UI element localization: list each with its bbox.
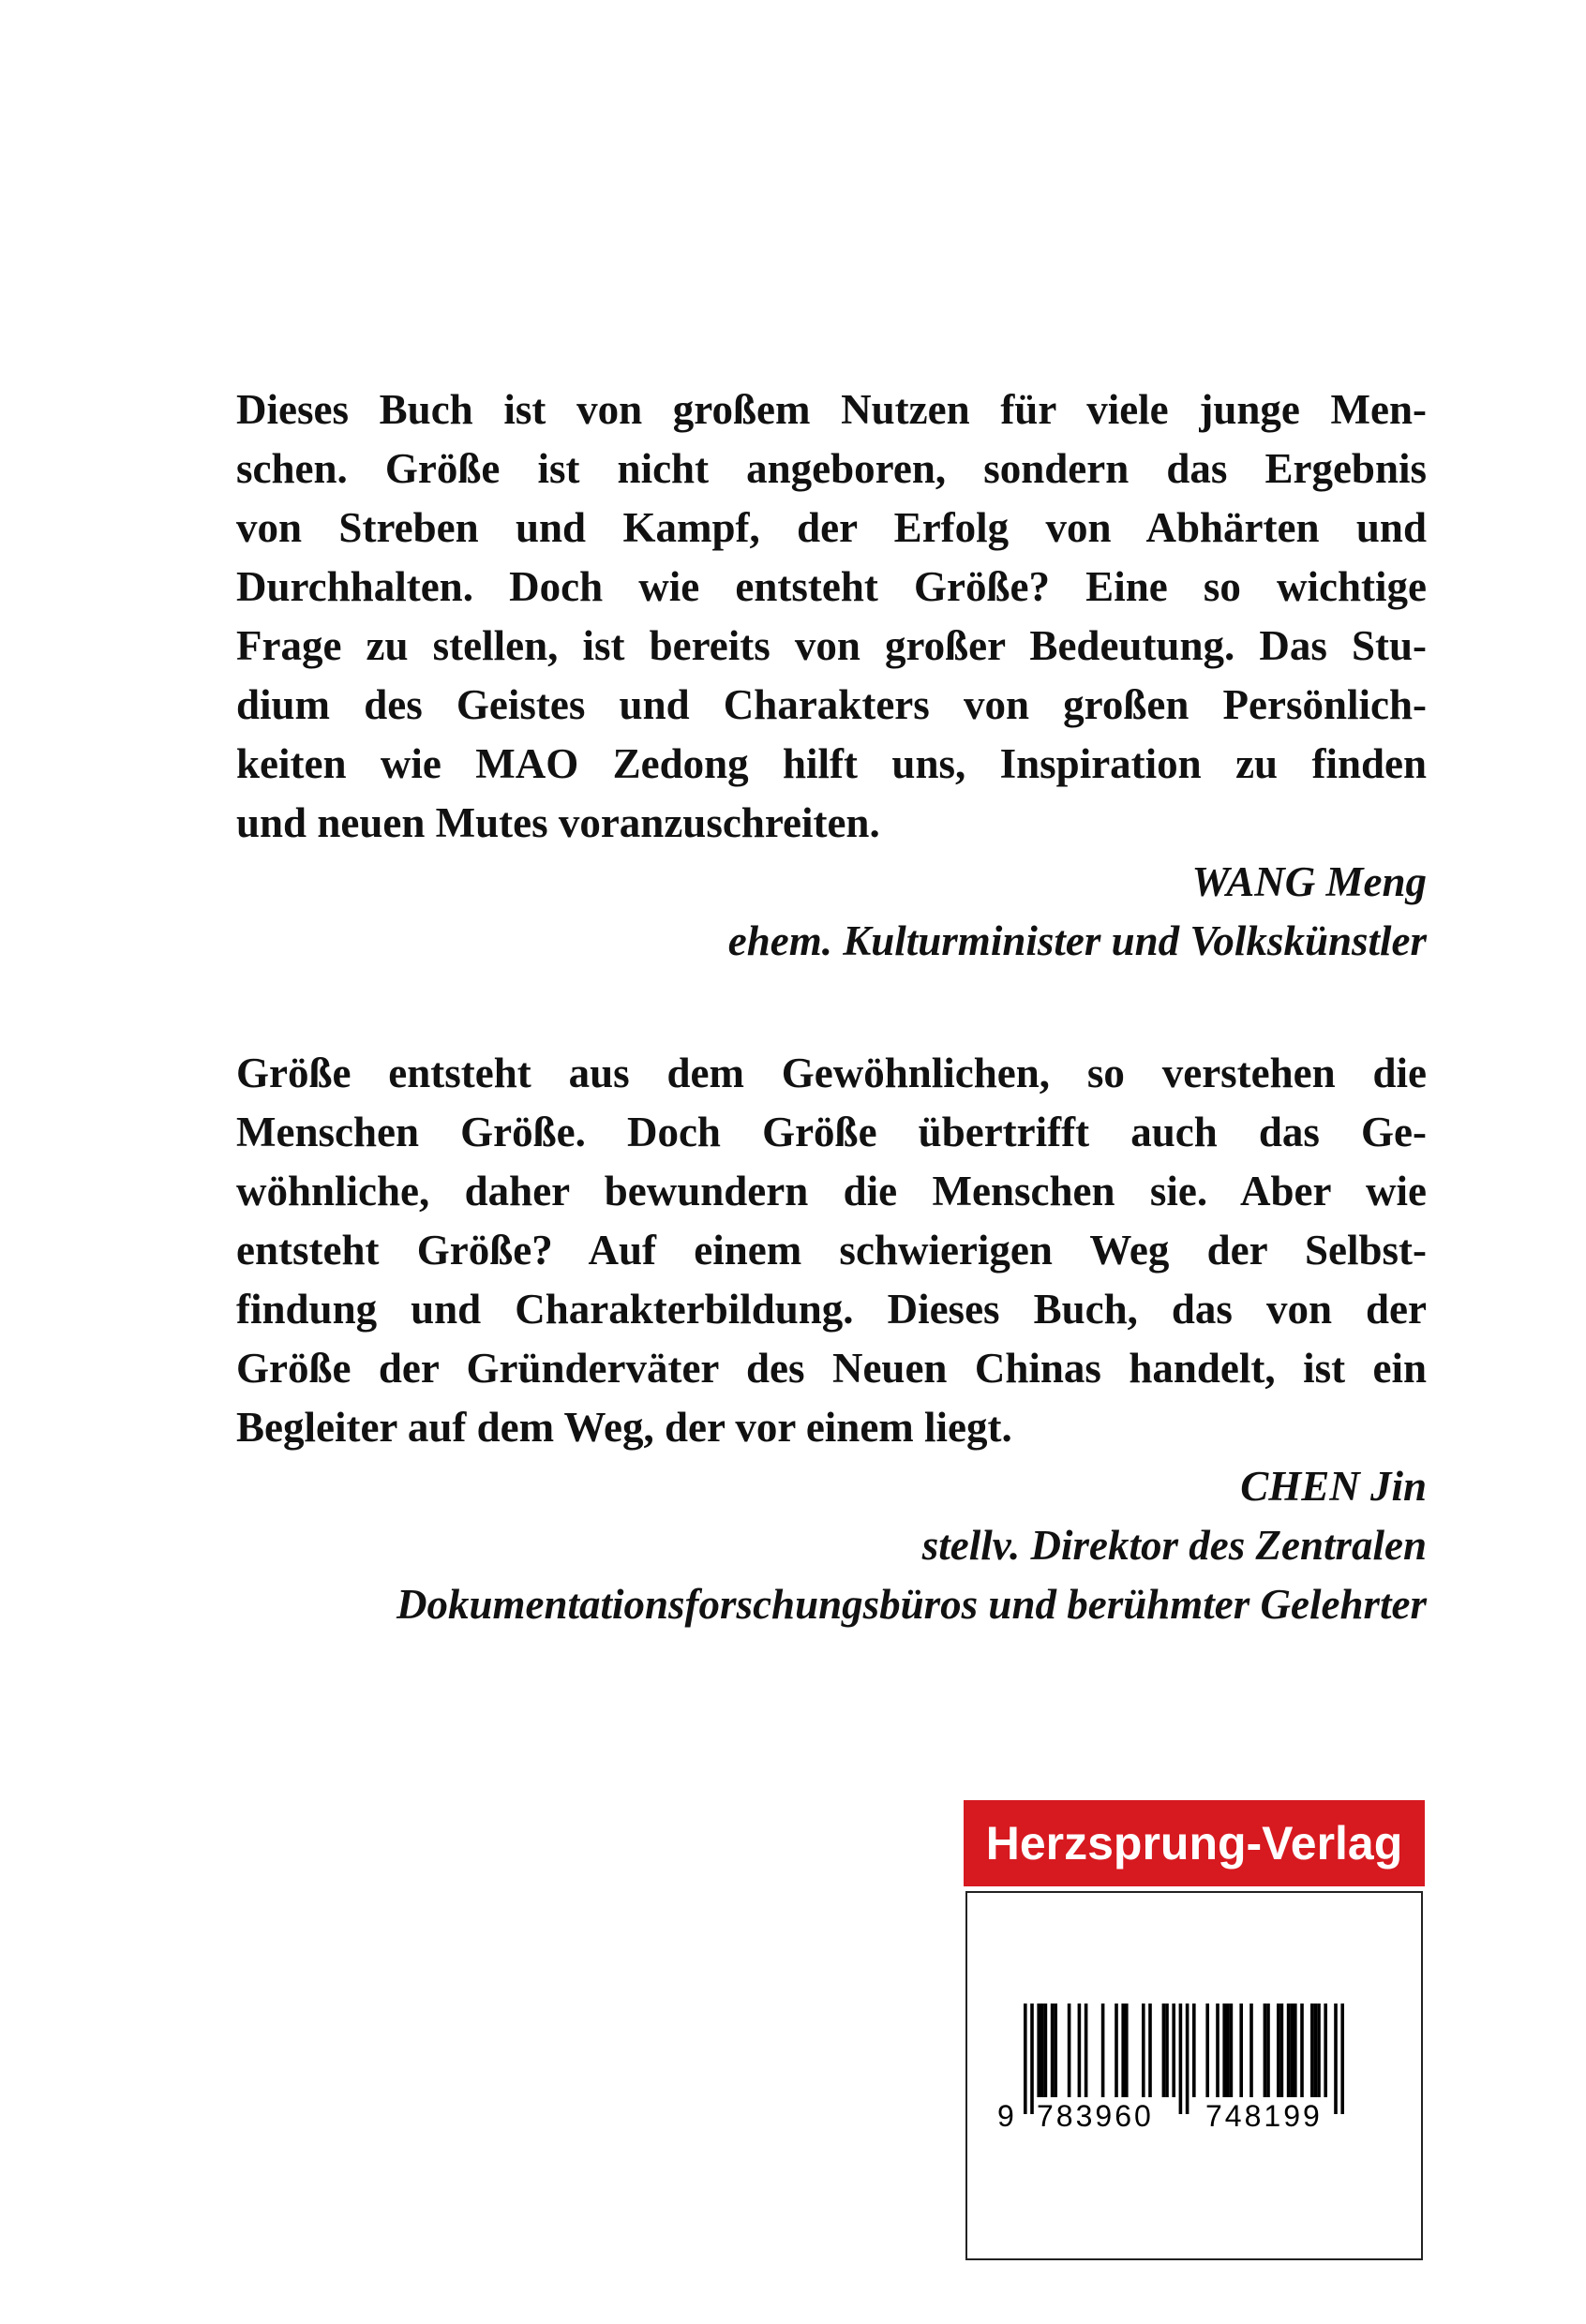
barcode-bar: [1340, 2004, 1344, 2114]
barcode-bar: [1148, 2004, 1152, 2097]
barcode-bar: [1230, 2004, 1234, 2097]
barcode-bar: [1324, 2004, 1327, 2097]
quote-author: WANG Meng: [1191, 858, 1427, 905]
quote-line: Größe entsteht aus dem Gewöhnlichen, so verstehen die: [236, 1050, 1427, 1096]
barcode-bar: [1317, 2004, 1321, 2097]
quote-author: CHEN Jin: [1240, 1463, 1427, 1510]
barcode-bar: [1226, 2004, 1230, 2097]
barcode-bar: [1121, 2004, 1125, 2097]
quote-line: Menschen Größe. Doch Größe übertrifft auch das Ge-: [236, 1109, 1427, 1155]
publisher-logo: Herzsprung-Verlag: [964, 1800, 1425, 1886]
quote-block-1: [236, 380, 1427, 971]
barcode-bar: [1172, 2004, 1175, 2097]
quote-block-2: [236, 1044, 1427, 1634]
quote-line: entsteht Größe? Auf einem schwierigen Weg der Selbst-: [236, 1227, 1427, 1274]
quote-author-role: ehem. Kulturminister und Volkskünstler: [727, 917, 1427, 964]
barcode-bar: [1266, 2004, 1270, 2097]
barcode-bar: [1044, 2004, 1048, 2097]
barcode-bar: [1334, 2004, 1338, 2114]
barcode-bar: [1280, 2004, 1284, 2097]
quote-line: und neuen Mutes voranzuschreiten.: [236, 799, 880, 846]
barcode-bar: [1249, 2004, 1253, 2097]
barcode-first-digit: 9: [997, 2099, 1017, 2133]
barcode-bar: [1068, 2004, 1071, 2097]
barcode-bar: [1037, 2004, 1040, 2097]
barcode-left-digits: 783960: [1037, 2099, 1154, 2133]
barcode-bar: [1054, 2004, 1057, 2097]
barcode-bar: [1165, 2004, 1169, 2097]
quote-line: schen. Größe ist nicht angeboren, sondern das Ergebnis: [236, 445, 1427, 492]
barcode-bar: [1051, 2004, 1055, 2097]
barcode-bar: [1222, 2004, 1226, 2097]
barcode-bar: [1179, 2004, 1183, 2114]
barcode-bar: [1142, 2004, 1145, 2097]
barcode-bar: [1300, 2004, 1304, 2097]
barcode-bar: [1205, 2004, 1209, 2097]
barcode-bar: [1078, 2004, 1082, 2097]
barcode-bar: [1101, 2004, 1105, 2097]
barcode-bar: [1239, 2004, 1243, 2097]
barcode-bar: [1040, 2004, 1044, 2097]
barcode-bar: [1287, 2004, 1291, 2097]
quote-line: Dieses Buch ist von großem Nutzen für viele junge Men-: [236, 386, 1427, 433]
barcode-bar: [1264, 2004, 1267, 2097]
quote-author-role: Dokumentationsforschungsbüros und berühmter Gelehrter: [396, 1581, 1427, 1628]
barcode-bar: [1186, 2004, 1190, 2114]
quote-line: Frage zu stellen, ist bereits von großer Bedeutung. Das Stu-: [236, 622, 1427, 669]
barcode-bar: [1216, 2004, 1219, 2097]
barcode-bar: [1162, 2004, 1166, 2097]
barcode-bar: [1314, 2004, 1318, 2097]
barcode-bar: [1085, 2004, 1088, 2097]
barcode-bar: [1277, 2004, 1280, 2097]
quote-line: wöhnliche, daher bewundern die Menschen sie. Aber wie: [236, 1168, 1427, 1214]
barcode-bar: [1125, 2004, 1129, 2097]
barcode-bar: [1290, 2004, 1294, 2097]
barcode-bar: [1310, 2004, 1314, 2097]
quote-line: findung und Charakterbildung. Dieses Buch, das von der: [236, 1286, 1427, 1333]
barcode-bar: [1115, 2004, 1118, 2097]
quote-line: Größe der Gründerväter des Neuen Chinas handelt, ist ein: [236, 1345, 1427, 1392]
quote-line: Begleiter auf dem Weg, der vor einem liegt.: [236, 1404, 1012, 1451]
quote-line: Durchhalten. Doch wie entsteht Größe? Eine so wichtige: [236, 563, 1427, 610]
barcode-bar: [1192, 2004, 1196, 2097]
quote-line: dium des Geistes und Charakters von großen Persönlich-: [236, 681, 1427, 728]
quote-line: keiten wie MAO Zedong hilft uns, Inspiration zu finden: [236, 740, 1427, 787]
barcode-bar: [1024, 2004, 1027, 2114]
quote-author-role: stellv. Direktor des Zentralen: [921, 1522, 1427, 1569]
barcode-bar: [1294, 2004, 1297, 2097]
isbn-barcode: [965, 1891, 1423, 2260]
barcode-bar: [1030, 2004, 1034, 2114]
barcode-right-digits: 748199: [1205, 2099, 1323, 2133]
quote-line: von Streben und Kampf, der Erfolg von Abhärten und: [236, 504, 1427, 551]
